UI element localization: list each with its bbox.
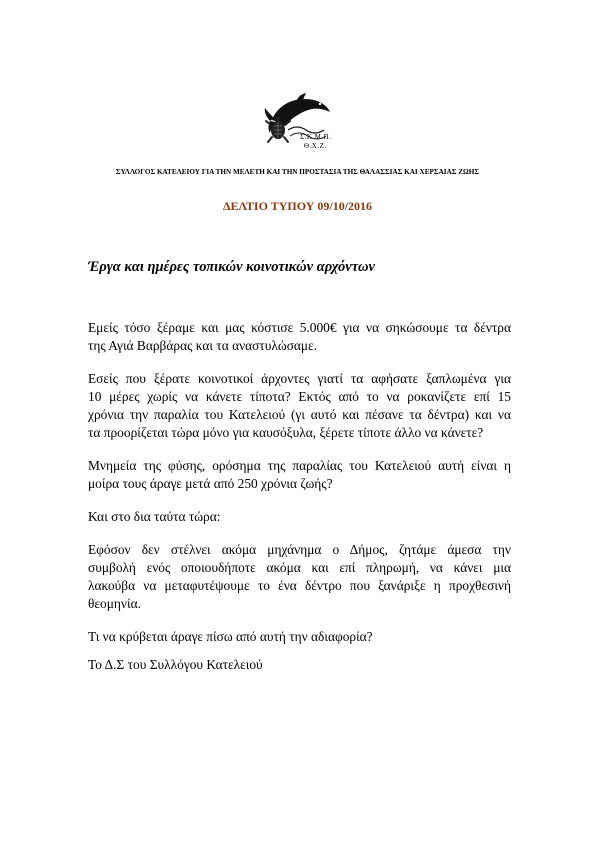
logo-lettering-bottom: Θ.Χ.Ζ. <box>304 142 327 150</box>
paragraph-5-line-4: θεομηνία. <box>88 596 141 611</box>
paragraph-4-line-1: Και στο δια ταύτα τώρα: <box>88 509 221 524</box>
paragraph-6-line-1: Τι να κρύβεται άραγε πίσω από αυτή την αδιαφορία? <box>88 629 373 644</box>
paragraph-1-line-2: της Αγιά Βαρβάρας και τα αναστυλώσαμε. <box>88 338 318 353</box>
document-title: Έργα και ημέρες τοπικών κοινοτικών αρχόντων <box>88 259 375 275</box>
paragraph-2-line-1: Εσείς που ξέρατε κοινοτικοί άρχοντες γιατί τα αφήσατε ξαπλωμένα για <box>88 371 511 386</box>
paragraph-3-line-1: Μνημεία της φύσης, ορόσημα της παραλίας του Κατελειού αυτή είναι η <box>88 458 511 473</box>
paragraph-2-line-2: 10 μέρες χωρίς να κάνετε τίποτα? Εκτός από το να ροκανίζετε επί 15 <box>88 389 511 404</box>
paragraph-2-line-3: χρόνια την παραλία του Κατελειού (γι αυτό και πέσανε τα δέντρα) και να <box>88 407 511 422</box>
press-release-heading: ΔΕΛΤΙΟ ΤΥΠΟΥ 09/10/2016 <box>222 199 373 213</box>
paragraph-3-line-2: μοίρα τους άραγε μετά από 250 χρόνια ζωής? <box>88 476 333 491</box>
paragraph-1-line-1: Εμείς τόσο ξέραμε και μας κόστισε 5.000€ για να σηκώσουμε τα δέντρα <box>88 320 511 335</box>
logo-lettering-top: Σ.Κ.Μ.Π. <box>300 133 332 141</box>
paragraph-5-line-2: συμβολή ενός οποιουδήποτε ακόμα και επί πληρωμή, να κάνει μια <box>88 560 511 575</box>
paragraph-5-line-3: λακούβα να μεταφυτέψουμε το ένα δέντρο που ξανάριξε η προχθεσινή <box>88 578 511 593</box>
dolphin-turtle-emblem-icon <box>262 90 334 150</box>
organization-name: ΣΥΛΛΟΓΟΣ ΚΑΤΕΛΕΙΟΥ ΓΙΑ ΤΗΝ ΜΕΛΕΤΗ ΚΑΙ ΤΗΝ ΠΡΟΣΤΑΣΙΑ ΤΗΣ ΘΑΛΑΣΣΙΑΣ ΚΑΙ ΧΕΡΣΑΙΑΣ ΖΩΗΣ <box>115 168 480 176</box>
paragraph-2-line-4: τα προορίζεται τώρα μόνο για καυσόξυλα, ξέρετε τίποτε άλλο να κάνετε? <box>88 425 484 440</box>
organization-logo <box>262 90 334 150</box>
signature: Το Δ.Σ του Συλλόγου Κατελειού <box>88 657 263 672</box>
paragraph-5-line-1: Εφόσον δεν στέλνει ακόμα μηχάνημα ο Δήμος, ζητάμε άμεσα την <box>88 542 511 557</box>
